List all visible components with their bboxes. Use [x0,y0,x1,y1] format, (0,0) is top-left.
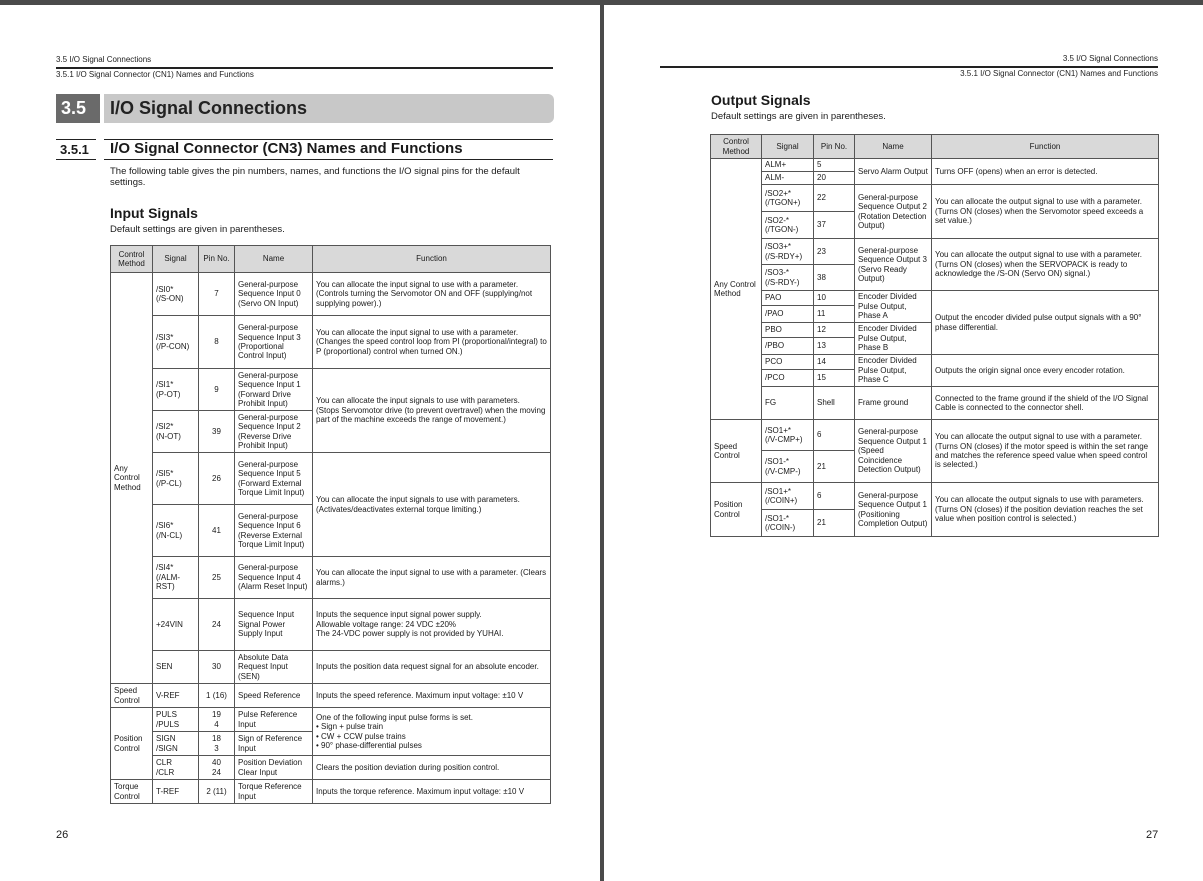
signal-cell: /PBO [762,338,814,355]
signal-cell: /SI1* (P-OT) [153,369,199,411]
name-cell: Torque Reference Input [235,780,313,804]
name-cell: Pulse Reference Input [235,708,313,732]
header-signal: Signal [153,246,199,273]
pin-cell: 12 [814,323,855,338]
function-cell: You can allocate the output signal to use with a parameter. (Turns ON (closes) when the SERVOPACK is ready to acknowledge the /S-ON (Servo ON) signal.) [932,239,1159,291]
signal-cell: /SO1-* (/COIN-) [762,510,814,537]
table-row [111,316,551,369]
table-row [111,708,551,732]
signal-cell: /SO2-* (/TGON-) [762,212,814,239]
running-header: 3.5 I/O Signal Connections [56,55,152,64]
name-cell: General-purpose Sequence Output 1 (Speed Coincidence Detection Output) [855,420,932,483]
table-row [711,420,1159,451]
pin-cell: 1 (16) [199,684,235,708]
signal-cell: PAO [762,291,814,306]
pin-cell: 5 [814,159,855,172]
pin-cell: 6 [814,420,855,451]
name-cell: General-purpose Sequence Input 0 (Servo ON Input) [235,273,313,316]
header-pin: Pin No. [199,246,235,273]
function-cell: Inputs the speed reference. Maximum input voltage: ±10 V [313,684,551,708]
signal-cell: ALM+ [762,159,814,172]
pin-cell: 22 [814,185,855,212]
function-cell: Outputs the origin signal once every encoder rotation. [932,355,1159,387]
table-header-row [111,246,551,273]
running-subheader: 3.5.1 I/O Signal Connector (CN1) Names and Functions [960,69,1158,78]
table-row [711,159,1159,172]
input-note: Default settings are given in parentheses. [110,224,285,235]
table-row [111,651,551,684]
signal-cell: /PAO [762,306,814,323]
pin-cell: 6 [814,483,855,510]
page-number: 27 [1146,829,1159,841]
input-signals-heading: Input Signals [110,205,198,221]
group-label: Position Control [111,708,153,780]
name-cell: Sequence Input Signal Power Supply Input [235,599,313,651]
pin-cell: 25 [199,557,235,599]
pin-cell: 37 [814,212,855,239]
name-cell: Encoder Divided Pulse Output, Phase C [855,355,932,387]
signal-cell: PBO [762,323,814,338]
pin-cell: 26 [199,453,235,505]
name-cell: General-purpose Sequence Input 4 (Alarm Reset Input) [235,557,313,599]
table-row [711,483,1159,510]
right-page [604,5,1203,881]
header-pin: Pin No. [814,135,855,159]
function-cell: You can allocate the input signals to use with parameters. (Stops Servomotor drive (to prevent overtravel) when the moving part of the machine exceeds the range of movement.) [313,369,551,453]
header-function: Function [313,246,551,273]
pin-cell: 21 [814,451,855,483]
signal-cell: /SO1+* (/V-CMP+) [762,420,814,451]
header-rule [660,66,1158,68]
signal-cell: /SI3* (/P-CON) [153,316,199,369]
function-cell: You can allocate the input signal to use with a parameter. (Changes the speed control loop from PI (proportional/integral) to P (proportional) control when turned ON.) [313,316,551,369]
pin-cell: 20 [814,172,855,185]
pin-cell: 11 [814,306,855,323]
running-subheader: 3.5.1 I/O Signal Connector (CN1) Names and Functions [56,70,254,79]
function-cell: One of the following input pulse forms is set. • Sign + pulse train • CW + CCW pulse trains • 90° phase-differential pulses [313,708,551,756]
table-row [711,239,1159,265]
function-cell: Output the encoder divided pulse output signals with a 90° phase differential. [932,291,1159,355]
signal-cell: /SO3-* (/S-RDY-) [762,265,814,291]
signal-cell: V-REF [153,684,199,708]
left-page [0,5,600,881]
function-cell: You can allocate the output signals to use with parameters. (Turns ON (closes) if the position deviation reaches the set value when position control is selected.) [932,483,1159,537]
page-number: 26 [56,829,69,841]
name-cell: Servo Alarm Output [855,159,932,185]
function-cell: You can allocate the output signal to use with a parameter. (Turns ON (closes) if the motor speed is within the set range and matches the reference speed value when speed control is selected.) [932,420,1159,483]
pin-cell: 10 [814,291,855,306]
section-number: 3.5 [61,98,87,118]
group-label: Torque Control [111,780,153,804]
pin-cell: 14 [814,355,855,370]
signal-cell: /SI2* (N-OT) [153,411,199,453]
table-row [111,557,551,599]
signal-cell: /SI4* (/ALM-RST) [153,557,199,599]
function-cell: You can allocate the output signal to use with a parameter. (Turns ON (closes) when the Servomotor speed exceeds a set value.) [932,185,1159,239]
output-signals-heading: Output Signals [711,92,811,108]
header-control-method: Control Method [711,135,762,159]
function-cell: Connected to the frame ground if the shield of the I/O Signal Cable is connected to the connector shell. [932,387,1159,420]
header-rule [56,67,553,69]
function-cell: You can allocate the input signals to use with parameters. (Activates/deactivates external torque limiting.) [313,453,551,557]
signal-cell: PULS /PULS [153,708,199,732]
function-cell: Inputs the position data request signal for an absolute encoder. [313,651,551,684]
header-name: Name [235,246,313,273]
name-cell: General-purpose Sequence Output 3 (Servo Ready Output) [855,239,932,291]
group-label: Any Control Method [111,273,153,684]
table-row [711,355,1159,370]
signal-cell: FG [762,387,814,420]
pin-cell: 13 [814,338,855,355]
section-number-box [56,94,100,123]
signal-cell: PCO [762,355,814,370]
table-row [111,453,551,505]
output-signals-table [710,134,1159,537]
subsection-title: I/O Signal Connector (CN3) Names and Functions [110,140,463,157]
name-cell: Encoder Divided Pulse Output, Phase B [855,323,932,355]
function-cell: Inputs the sequence input signal power supply. Allowable voltage range: 24 VDC ±20% The 24-VDC power supply is not provided by YUHAI. [313,599,551,651]
signal-cell: /SO3+* (/S-RDY+) [762,239,814,265]
pin-cell: 30 [199,651,235,684]
intro-text: The following table gives the pin numbers, names, and functions the I/O signal pins for the default settings. [110,166,520,188]
name-cell: General-purpose Sequence Input 3 (Proportional Control Input) [235,316,313,369]
pin-cell: 9 [199,369,235,411]
section-banner [56,94,554,123]
name-cell: Absolute Data Request Input (SEN) [235,651,313,684]
table-row [111,599,551,651]
name-cell: Frame ground [855,387,932,420]
function-cell: You can allocate the input signal to use with a parameter. (Clears alarms.) [313,557,551,599]
pin-cell: 39 [199,411,235,453]
group-label: Speed Control [111,684,153,708]
signal-cell: CLR /CLR [153,756,199,780]
pin-cell: 19 4 [199,708,235,732]
name-cell: Sign of Reference Input [235,732,313,756]
function-cell: Inputs the torque reference. Maximum input voltage: ±10 V [313,780,551,804]
subsection-number: 3.5.1 [60,142,89,157]
group-label: Position Control [711,483,762,537]
pin-cell: 18 3 [199,732,235,756]
pin-cell: 8 [199,316,235,369]
output-note: Default settings are given in parentheses. [711,111,886,122]
table-header-row [711,135,1159,159]
header-control-method: Control Method [111,246,153,273]
section-title: I/O Signal Connections [110,98,308,118]
table-row [111,273,551,316]
pin-cell: 23 [814,239,855,265]
signal-cell: /SO1-* (/V-CMP-) [762,451,814,483]
signal-cell: ALM- [762,172,814,185]
table-row [111,369,551,411]
name-cell: General-purpose Sequence Output 2 (Rotation Detection Output) [855,185,932,239]
header-name: Name [855,135,932,159]
function-cell: Clears the position deviation during position control. [313,756,551,780]
table-row [111,780,551,804]
table-row [711,291,1159,306]
name-cell: General-purpose Sequence Input 2 (Reverse Drive Prohibit Input) [235,411,313,453]
signal-cell: /SI6* (/N-CL) [153,505,199,557]
name-cell: General-purpose Sequence Input 5 (Forward External Torque Limit Input) [235,453,313,505]
name-cell: Position Deviation Clear Input [235,756,313,780]
name-cell: Encoder Divided Pulse Output, Phase A [855,291,932,323]
signal-cell: T-REF [153,780,199,804]
signal-cell: SIGN /SIGN [153,732,199,756]
name-cell: General-purpose Sequence Input 6 (Reverse External Torque Limit Input) [235,505,313,557]
pin-cell: Shell [814,387,855,420]
function-cell: You can allocate the input signal to use with a parameter. (Controls turning the Servomotor ON and OFF (supplying/not supplying power).) [313,273,551,316]
pin-cell: 41 [199,505,235,557]
table-row [111,684,551,708]
header-function: Function [932,135,1159,159]
pin-cell: 2 (11) [199,780,235,804]
table-row [711,185,1159,212]
signal-cell: /SO1+* (/COIN+) [762,483,814,510]
name-cell: General-purpose Sequence Output 1 (Positioning Completion Output) [855,483,932,537]
signal-cell: /PCO [762,370,814,387]
function-cell: Turns OFF (opens) when an error is detected. [932,159,1159,185]
pin-cell: 24 [199,599,235,651]
signal-cell: +24VIN [153,599,199,651]
name-cell: General-purpose Sequence Input 1 (Forward Drive Prohibit Input) [235,369,313,411]
table-row [711,387,1159,420]
table-row [111,756,551,780]
pin-cell: 38 [814,265,855,291]
pin-cell: 21 [814,510,855,537]
pin-cell: 15 [814,370,855,387]
running-header: 3.5 I/O Signal Connections [1062,54,1158,63]
signal-cell: /SI5* (/P-CL) [153,453,199,505]
name-cell: Speed Reference [235,684,313,708]
signal-cell: /SI0* (/S-ON) [153,273,199,316]
group-label: Speed Control [711,420,762,483]
header-signal: Signal [762,135,814,159]
signal-cell: /SO2+* (/TGON+) [762,185,814,212]
pin-cell: 40 24 [199,756,235,780]
input-signals-table [110,245,551,804]
group-label: Any Control Method [711,159,762,420]
signal-cell: SEN [153,651,199,684]
pin-cell: 7 [199,273,235,316]
